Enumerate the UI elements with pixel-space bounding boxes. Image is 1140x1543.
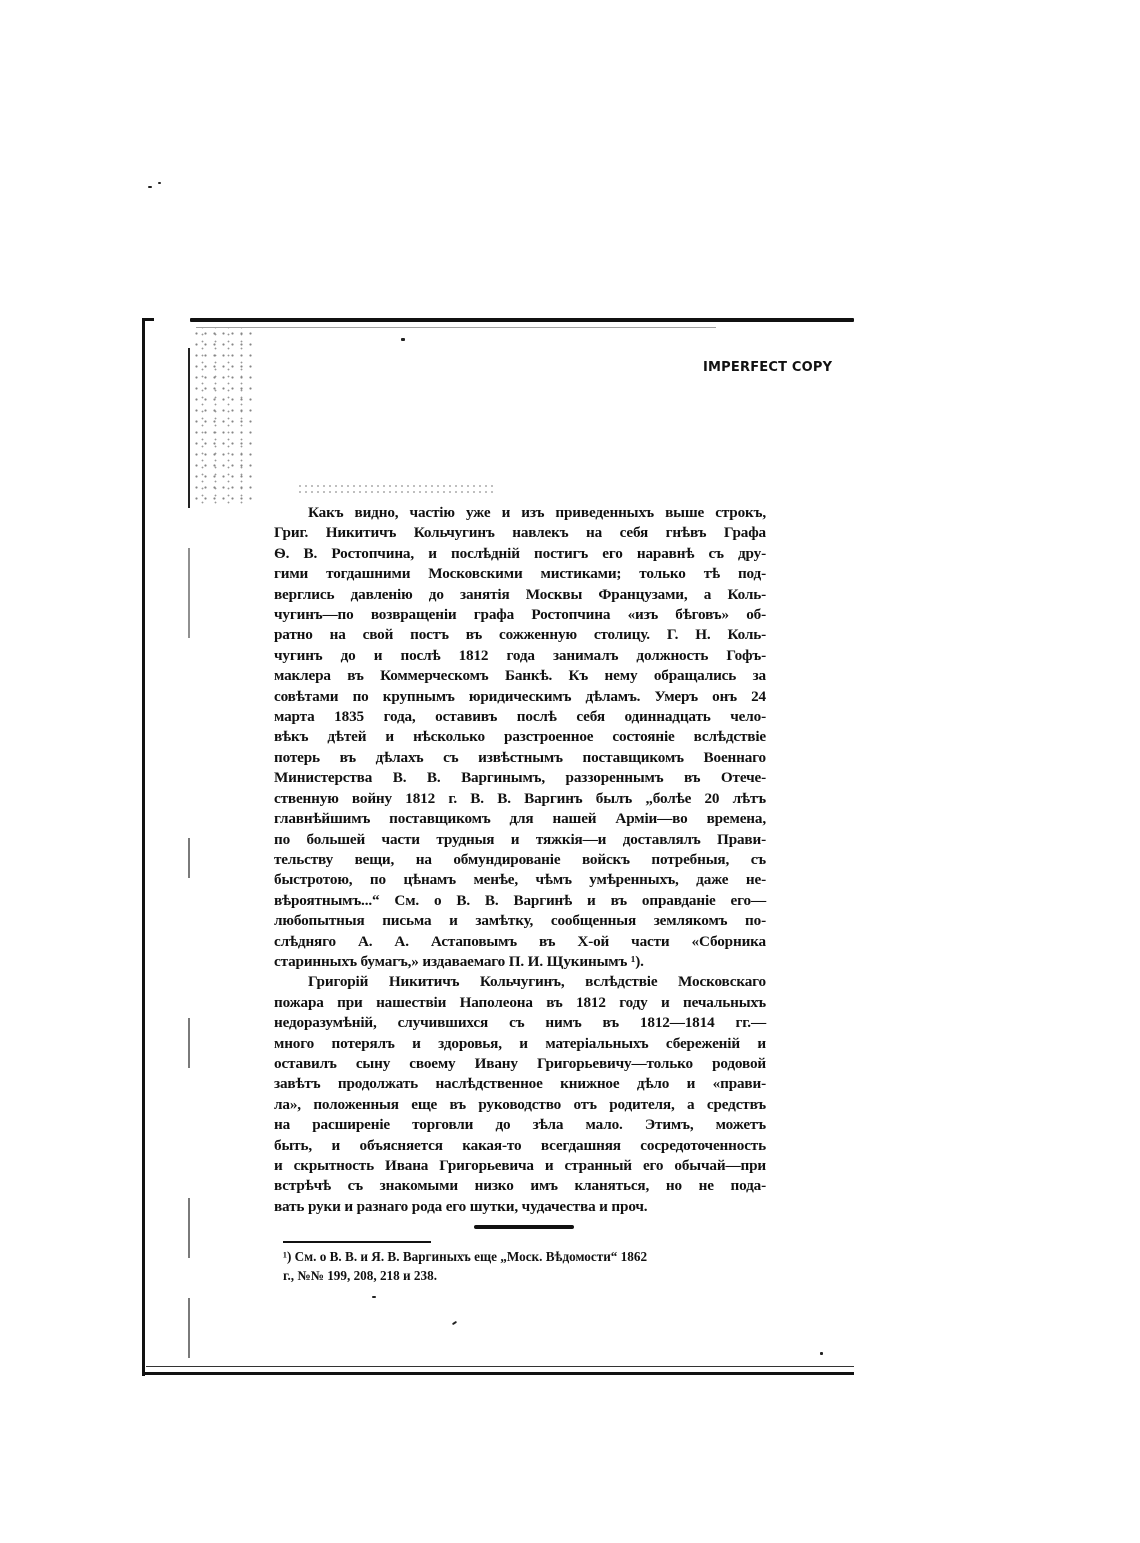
- frame-left-rule: [142, 318, 145, 1376]
- scan-artifact: [158, 182, 161, 184]
- frame-left-tick: [142, 318, 154, 321]
- text-line: недоразумѣній, случившихся съ нимъ въ 1812—1814 гг.—: [274, 1014, 766, 1032]
- text-line: Григ. Никитичъ Кольчугинъ навлекъ на себя гнѣвъ Графа: [274, 524, 766, 542]
- text-line: старинныхъ бумагъ,» издаваемаго П. И. Щукинымъ ¹).: [274, 952, 644, 970]
- text-line: вѣроятнымъ...“ См. о В. В. Варгинѣ и въ оправданіе его—: [274, 891, 766, 909]
- frame-top-inner-rule: [196, 327, 716, 328]
- text-line: завѣтъ продолжать наслѣдственное книжное дѣло и «прави-: [274, 1075, 766, 1093]
- edge-mark: [188, 1018, 190, 1068]
- text-line: чугинъ—по возвращеніи графа Ростопчина «изъ бѣговъ» об-: [274, 606, 766, 624]
- faint-scan-line: [297, 483, 497, 495]
- text-line: быстротою, по цѣнамъ менѣе, чѣмъ умѣренныхъ, даже не-: [274, 871, 766, 889]
- text-line: главнѣйшимъ поставщикомъ для нашей Арміи—во времена,: [274, 810, 766, 828]
- text-line: Ѳ. В. Ростопчина, и послѣдній постигъ его наравнѣ съ дру-: [274, 544, 766, 562]
- text-line: чугинъ до и послѣ 1812 года занималъ должность Гофъ-: [274, 646, 766, 664]
- text-line: Какъ видно, частію уже и изъ приведенныхъ выше строкъ,: [308, 504, 766, 521]
- text-line: на расширеніе торговли до зѣла мало. Этимъ, можетъ: [274, 1116, 766, 1134]
- text-line: Григорій Никитичъ Кольчугинъ, вслѣдствіе Московскаго: [308, 973, 766, 991]
- text-line: гими тогдашними Московскими мистиками; только тѣ под-: [274, 565, 766, 583]
- text-line: ственную войну 1812 г. В. В. Варгинъ былъ „болѣе 20 лѣтъ: [274, 789, 766, 807]
- text-line: по большей части трудныя и тяжкія—и доставлялъ Прави-: [274, 830, 766, 848]
- text-line: пожара при нашествіи Наполеона въ 1812 году и печальныхъ: [274, 993, 766, 1011]
- text-line: любопытныя письма и замѣтку, сообщенныя землякомъ по-: [274, 912, 766, 930]
- scan-speckles: [192, 328, 252, 508]
- text-line: вать руки и разнаго рода его шутки, чудачества и проч.: [274, 1197, 648, 1215]
- scan-artifact: [820, 1352, 823, 1355]
- text-line: потерь въ дѣлахъ съ извѣстнымъ поставщикомъ Военнаго: [274, 748, 766, 766]
- frame-bottom-rule: [142, 1372, 854, 1375]
- footnote-line: ¹) См. о В. В. и Я. В. Варгиныхъ еще „Моск. Вѣдомости“ 1862: [283, 1249, 648, 1264]
- section-ornament: [474, 1225, 574, 1229]
- text-line: слѣдняго А. А. Астаповымъ въ X-ой части «Сборника: [274, 932, 766, 950]
- text-line: оставилъ сыну своему Ивану Григорьевичу—только родовой: [274, 1054, 766, 1072]
- text-line: верглись давленію до занятія Москвы Французами, а Коль-: [274, 585, 766, 603]
- edge-mark: [188, 838, 190, 878]
- text-line: и скрытность Ивана Григорьевича и странный его обычай—при: [274, 1157, 766, 1174]
- text-line: ратно на свой постъ въ сожженную столицу. Г. Н. Коль-: [274, 626, 766, 644]
- edge-mark: [188, 548, 190, 638]
- edge-mark: [188, 348, 190, 508]
- frame-bottom-inner-rule: [146, 1366, 854, 1367]
- text-line: тельству вещи, на обмундированіе войскъ потребныя, съ: [274, 850, 766, 868]
- scan-artifact: [372, 1296, 376, 1298]
- edge-mark: [188, 1198, 190, 1258]
- text-line: встрѣчѣ съ знакомыми низко имъ кланяться, но не пода-: [274, 1177, 766, 1195]
- text-line: быть, и объясняется какая-то всегдашняя сосредоточенность: [274, 1136, 766, 1154]
- text-line: совѣтами по крупнымъ юридическимъ дѣламъ. Умеръ онъ 24: [274, 687, 766, 705]
- text-line: много потерялъ и здоровья, и матеріальныхъ сбереженій и: [274, 1034, 766, 1052]
- text-line: Министерства В. В. Варгинымъ, раззореннымъ въ Отече-: [274, 769, 766, 787]
- scan-artifact: [148, 186, 152, 188]
- body-text: [274, 503, 766, 1217]
- scan-artifact: [401, 338, 405, 341]
- footnote: [283, 1248, 765, 1285]
- frame-top-rule: [190, 318, 854, 322]
- text-line: маклера въ Коммерческомъ Банкѣ. Къ нему обращались за: [274, 667, 766, 685]
- imperfect-copy-stamp: IMPERFECT COPY: [703, 360, 833, 375]
- footnote-line: г., №№ 199, 208, 218 и 238.: [283, 1267, 437, 1283]
- text-line: ла», положенныя еще въ руководство отъ родителя, а средствъ: [274, 1095, 766, 1113]
- footnote-rule: [283, 1241, 431, 1243]
- text-line: вѣкъ дѣтей и нѣсколько разстроенное состояніе вслѣдствіе: [274, 728, 766, 746]
- edge-mark: [188, 1298, 190, 1358]
- text-line: марта 1835 года, оставивъ послѣ себя одиннадцать чело-: [274, 708, 766, 726]
